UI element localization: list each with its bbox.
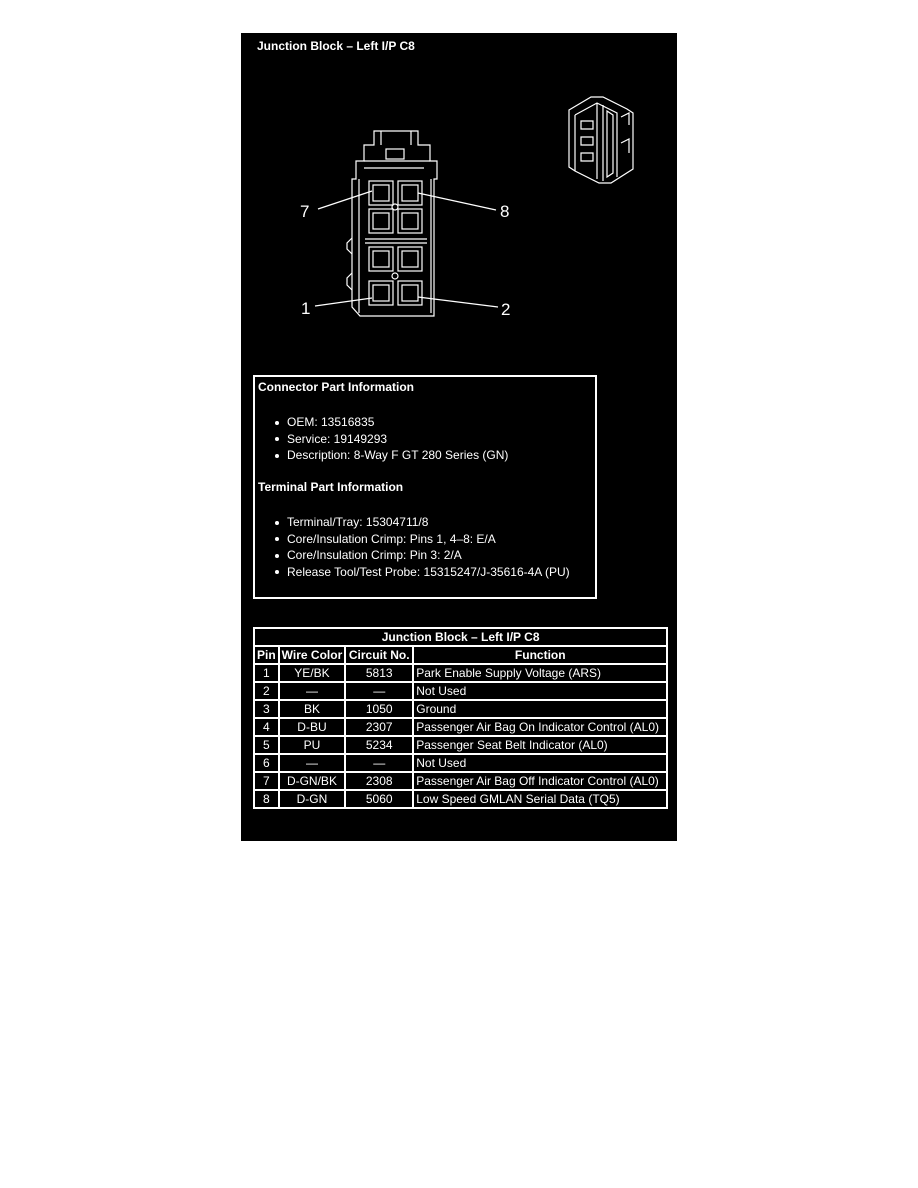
list-item: OEM: 13516835 bbox=[287, 414, 508, 431]
pin-cell: 7 bbox=[254, 772, 279, 790]
table-row bbox=[254, 700, 667, 718]
circuit-cell: 5234 bbox=[345, 736, 413, 754]
function-cell: Passenger Air Bag On Indicator Control (AL0) bbox=[413, 718, 667, 736]
column-header-pin: Pin bbox=[254, 646, 279, 664]
table-row bbox=[254, 682, 667, 700]
callout-line-1 bbox=[315, 298, 372, 306]
table-row bbox=[254, 772, 667, 790]
part-information-box bbox=[253, 375, 597, 599]
wire-color-cell: YE/BK bbox=[279, 664, 346, 682]
pin-cell: 3 bbox=[254, 700, 279, 718]
connector-part-list bbox=[275, 414, 508, 464]
column-header-circuit-no: Circuit No. bbox=[345, 646, 413, 664]
connector-panel bbox=[241, 33, 677, 841]
wire-color-cell: — bbox=[279, 754, 346, 772]
circuit-cell: 1050 bbox=[345, 700, 413, 718]
callout-line-2 bbox=[418, 297, 498, 307]
function-cell: Not Used bbox=[413, 682, 667, 700]
table-row bbox=[254, 790, 667, 808]
circuit-cell: 5813 bbox=[345, 664, 413, 682]
wire-color-cell: D-GN bbox=[279, 790, 346, 808]
wire-color-cell: D-BU bbox=[279, 718, 346, 736]
list-item: Terminal/Tray: 15304711/8 bbox=[287, 514, 570, 531]
circuit-cell: 2308 bbox=[345, 772, 413, 790]
function-cell: Passenger Air Bag Off Indicator Control (AL0) bbox=[413, 772, 667, 790]
pin-label-1: 1 bbox=[301, 299, 311, 318]
table-header-row bbox=[254, 646, 667, 664]
wire-color-cell: BK bbox=[279, 700, 346, 718]
terminal-part-list bbox=[275, 514, 570, 580]
connector-part-heading: Connector Part Information bbox=[258, 380, 415, 394]
column-header-function: Function bbox=[413, 646, 667, 664]
list-item: Service: 19149293 bbox=[287, 431, 508, 448]
circuit-cell: — bbox=[345, 754, 413, 772]
terminal-part-heading: Terminal Part Information bbox=[258, 480, 404, 494]
connector-face-drawing bbox=[347, 131, 437, 316]
table-row bbox=[254, 736, 667, 754]
pin-label-2: 2 bbox=[501, 300, 511, 319]
page-title: Junction Block – Left I/P C8 bbox=[257, 39, 415, 53]
connector-diagram bbox=[241, 33, 677, 373]
list-item: Release Tool/Test Probe: 15315247/J-35616-4A (PU) bbox=[287, 564, 570, 579]
connector-isometric-view bbox=[569, 97, 633, 183]
pin-cell: 6 bbox=[254, 754, 279, 772]
function-cell: Low Speed GMLAN Serial Data (TQ5) bbox=[413, 790, 667, 808]
circuit-cell: 2307 bbox=[345, 718, 413, 736]
table-row bbox=[254, 754, 667, 772]
table-row bbox=[254, 718, 667, 736]
column-header-wire-color: Wire Color bbox=[279, 646, 346, 664]
circuit-cell: — bbox=[345, 682, 413, 700]
callout-line-7 bbox=[318, 191, 372, 209]
pin-cell: 8 bbox=[254, 790, 279, 808]
table-title: Junction Block – Left I/P C8 bbox=[254, 628, 667, 646]
function-cell: Not Used bbox=[413, 754, 667, 772]
pinout-table bbox=[253, 627, 668, 809]
pin-cell: 2 bbox=[254, 682, 279, 700]
pin-label-7: 7 bbox=[300, 202, 310, 221]
table-row bbox=[254, 664, 667, 682]
list-item: Core/Insulation Crimp: Pin 3: 2/A bbox=[287, 547, 570, 564]
circuit-cell: 5060 bbox=[345, 790, 413, 808]
wire-color-cell: — bbox=[279, 682, 346, 700]
table-title-row bbox=[254, 628, 667, 646]
wire-color-cell: PU bbox=[279, 736, 346, 754]
pin-cell: 5 bbox=[254, 736, 279, 754]
function-cell: Passenger Seat Belt Indicator (AL0) bbox=[413, 736, 667, 754]
callout-line-8 bbox=[418, 193, 496, 210]
list-item: Description: 8-Way F GT 280 Series (GN) bbox=[287, 448, 509, 462]
list-item: Core/Insulation Crimp: Pins 1, 4–8: E/A bbox=[287, 531, 570, 548]
pin-cell: 1 bbox=[254, 664, 279, 682]
wire-color-cell: D-GN/BK bbox=[279, 772, 346, 790]
function-cell: Ground bbox=[413, 700, 667, 718]
pin-label-8: 8 bbox=[500, 202, 510, 221]
function-cell: Park Enable Supply Voltage (ARS) bbox=[413, 664, 667, 682]
pin-cell: 4 bbox=[254, 718, 279, 736]
